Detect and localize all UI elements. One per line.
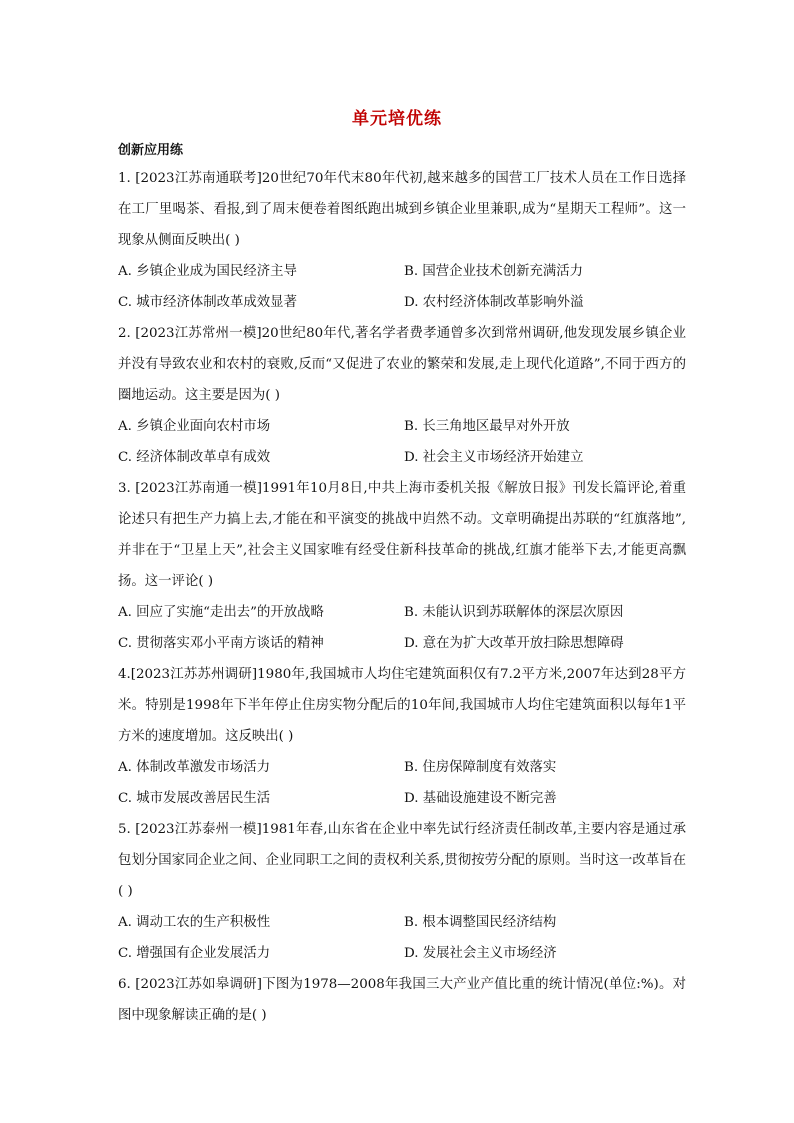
question-stem: 5. [2023江苏泰州一模]1981年春,山东省在企业中率先试行经济责任制改革,主要内容是通过承包划分国家同企业之间、企业同职工之间的责权利关系,贯彻按劳分配的原则。当时这一改革旨在( )	[118, 822, 686, 899]
option-b: B. 住房保障制度有效落实	[404, 760, 557, 775]
option-c: C. 城市发展改善居民生活	[118, 791, 271, 806]
question-stem: 3. [2023江苏南通一模]1991年10月8日,中共上海市委机关报《解放日报》刊发长篇评论,着重论述只有把生产力搞上去,才能在和平演变的挑战中岿然不动。文章明确提出苏联的“红旗落地”,并非在于“卫星上天”,社会主义国家唯有经受住新科技革命的挑战,红旗才能举下去,才能更高飘扬。这一评论( )	[118, 481, 686, 589]
option-a: A. 乡镇企业成为国民经济主导	[118, 264, 297, 279]
section-heading: 创新应用练	[118, 143, 184, 158]
question-stem: 4.[2023江苏苏州调研]1980年,我国城市人均住宅建筑面积仅有7.2平方米,2007年达到28平方米。特别是1998年下半年停止住房实物分配后的10年间,我国城市人均住宅建筑面积以每年1平方米的速度增加。这反映出( )	[118, 667, 686, 744]
option-d: D. 基础设施建设不断完善	[404, 791, 557, 806]
question	[118, 814, 686, 969]
option-b: B. 未能认识到苏联解体的深层次原因	[404, 605, 624, 620]
question-list	[118, 163, 686, 1031]
option-group	[118, 752, 686, 814]
option-group	[118, 597, 686, 659]
option-c: C. 城市经济体制改革成效显著	[118, 295, 297, 310]
option-a: A. 体制改革激发市场活力	[118, 760, 271, 775]
question-stem: 1. [2023江苏南通联考]20世纪70年代末80年代初,越来越多的国营工厂技术人员在工作日选择在工厂里喝茶、看报,到了周末便卷着图纸跑出城到乡镇企业里兼职,成为“星期天工程师”。这一现象从侧面反映出( )	[118, 171, 686, 248]
question	[118, 659, 686, 814]
option-a: A. 调动工农的生产积极性	[118, 915, 271, 930]
option-group	[118, 907, 686, 969]
option-c: C. 增强国有企业发展活力	[118, 946, 271, 961]
option-d: D. 社会主义市场经济开始建立	[404, 450, 584, 465]
option-group	[118, 256, 686, 318]
option-c: C. 贯彻落实邓小平南方谈话的精神	[118, 636, 324, 651]
question	[118, 969, 686, 1031]
option-d: D. 意在为扩大改革开放扫除思想障碍	[404, 636, 624, 651]
question	[118, 473, 686, 659]
option-d: D. 发展社会主义市场经济	[404, 946, 557, 961]
option-group	[118, 411, 686, 473]
question	[118, 163, 686, 318]
question	[118, 318, 686, 473]
option-b: B. 长三角地区最早对外开放	[404, 419, 570, 434]
option-a: A. 回应了实施“走出去”的开放战略	[118, 605, 324, 620]
option-b: B. 根本调整国民经济结构	[404, 915, 557, 930]
question-stem: 2. [2023江苏常州一模]20世纪80年代,著名学者费孝通曾多次到常州调研,他发现发展乡镇企业并没有导致农业和农村的衰败,反而“又促进了农业的繁荣和发展,走上现代化道路”,不同于西方的圈地运动。这主要是因为( )	[118, 326, 686, 403]
option-a: A. 乡镇企业面向农村市场	[118, 419, 271, 434]
page-title: 单元培优练	[352, 109, 442, 129]
option-b: B. 国营企业技术创新充满活力	[404, 264, 584, 279]
option-c: C. 经济体制改革卓有成效	[118, 450, 271, 465]
question-stem: 6. [2023江苏如皋调研]下图为1978—2008年我国三大产业产值比重的统计情况(单位:%)。对图中现象解读正确的是( )	[118, 977, 686, 1023]
option-d: D. 农村经济体制改革影响外溢	[404, 295, 584, 310]
